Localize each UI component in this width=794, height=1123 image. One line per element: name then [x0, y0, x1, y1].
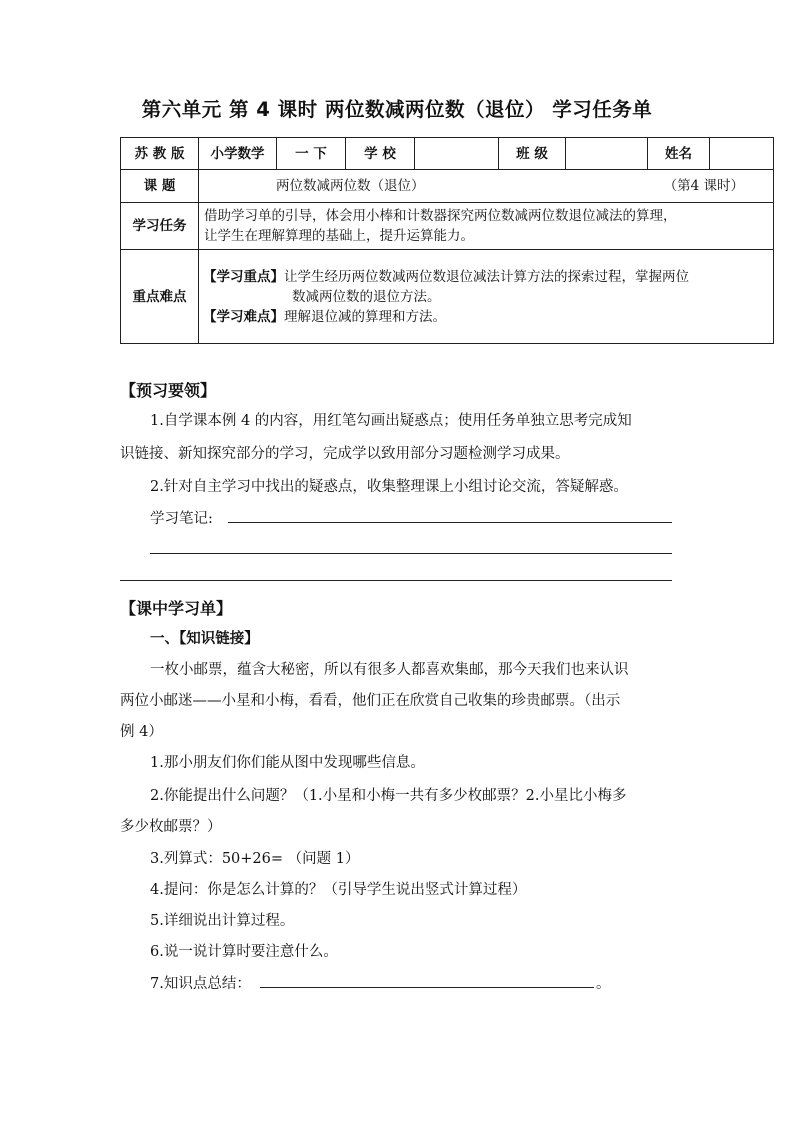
info-row-task — [121, 203, 774, 250]
subject-cell: 小学数学 — [199, 138, 277, 170]
info-row-header — [121, 138, 774, 170]
topic-cell — [199, 170, 774, 203]
name-label: 姓名 — [648, 138, 710, 170]
preview-point-2: 2.针对自主学习中找出的疑惑点，收集整理课上小组讨论交流，答疑解惑。 — [150, 479, 628, 495]
summary-answer-line[interactable] — [260, 987, 594, 988]
question-6: 6.说一说计算时要注意什么。 — [150, 944, 338, 960]
info-row-topic — [121, 170, 774, 203]
notes-line-1[interactable] — [228, 522, 672, 523]
question-7-end: 。 — [596, 976, 611, 992]
class-label: 班 级 — [499, 138, 566, 170]
notes-line-2[interactable] — [150, 553, 672, 554]
inclass-heading: 【课中学习单】 — [120, 599, 233, 618]
difficulty-tag: 【学习难点】 — [203, 308, 284, 325]
school-field[interactable] — [415, 138, 499, 170]
question-2-line2: 多少枚邮票？） — [120, 819, 222, 835]
intro-line3: 例 4） — [120, 724, 163, 740]
preview-heading: 【预习要领】 — [120, 381, 217, 400]
topic-value: 两位数减两位数（退位） — [276, 178, 425, 194]
school-label: 学 校 — [346, 138, 415, 170]
question-2-line1: 2.你能提出什么问题？（1.小星和小梅一共有多少枚邮票？2.小星比小梅多 — [150, 788, 627, 804]
intro-line2: 两位小邮迷——小星和小梅，看看，他们正在欣赏自己收集的珍贵邮票。（出示 — [120, 693, 621, 709]
topic-label: 课 题 — [121, 170, 199, 203]
page-title: 第六单元 第 4 课时 两位数减两位数（退位） 学习任务单 — [141, 98, 653, 121]
focus-text-line2: 数减两位数的退位方法。 — [292, 288, 441, 305]
name-field[interactable] — [710, 138, 774, 170]
task-text-line1: 借助学习单的引导，体会用小棒和计数器探究两位数减两位数退位减法的算理， — [204, 208, 677, 224]
preview-point-1-line1: 1.自学课本例 4 的内容，用红笔勾画出疑惑点；使用任务单独立思考完成知 — [150, 413, 632, 429]
question-5: 5.详细说出计算过程。 — [150, 913, 295, 929]
task-label: 学习任务 — [121, 203, 199, 250]
question-7-label: 7.知识点总结： — [150, 976, 251, 992]
keypoint-label: 重点难点 — [121, 250, 199, 344]
question-1: 1.那小朋友们你们能从图中发现哪些信息。 — [150, 755, 425, 771]
question-3: 3.列算式：50+26= （问题 1） — [150, 851, 360, 867]
preview-point-1-line2: 识链接、新知探究部分的学习，完成学以致用部分习题检测学习成果。 — [120, 446, 570, 462]
intro-line1: 一枚小邮票，蕴含大秘密，所以有很多人都喜欢集邮，那今天我们也来认识 — [150, 662, 629, 678]
grade-cell: 一 下 — [277, 138, 346, 170]
lesson-info-table — [120, 137, 774, 344]
focus-tag: 【学习重点】 — [203, 268, 284, 285]
focus-text-line1: 让学生经历两位数减两位数退位减法计算方法的探索过程，掌握两位 — [284, 268, 689, 285]
info-row-keypoints — [121, 250, 774, 344]
question-4: 4.提问：你是怎么计算的？（引导学生说出竖式计算过程） — [150, 882, 527, 898]
publisher-cell: 苏 教 版 — [121, 138, 199, 170]
class-field[interactable] — [566, 138, 648, 170]
lesson-number: （第4 课时） — [663, 178, 744, 194]
notes-label: 学习笔记: — [150, 511, 213, 527]
difficulty-text: 理解退位减的算理和方法。 — [284, 308, 446, 325]
section-divider — [120, 580, 672, 581]
knowledge-link-heading: 一、【知识链接】 — [150, 630, 259, 647]
task-cell — [199, 203, 774, 250]
task-text-line2: 让学生在理解算理的基础上，提升运算能力。 — [204, 228, 474, 244]
keypoint-cell — [199, 250, 774, 344]
